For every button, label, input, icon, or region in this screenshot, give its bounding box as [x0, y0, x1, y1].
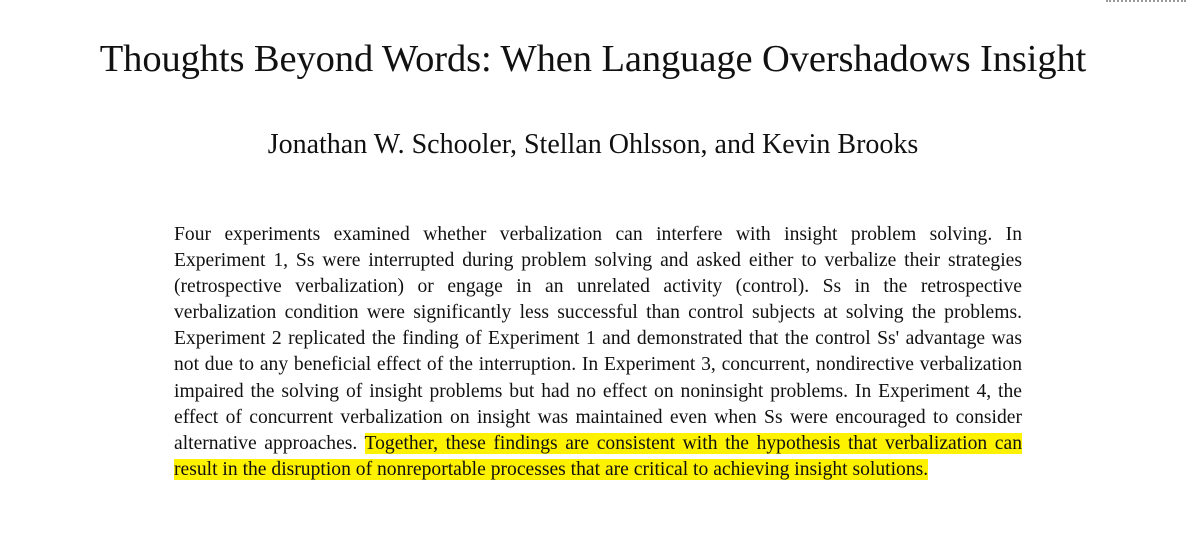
paper-title: Thoughts Beyond Words: When Language Overshadows Insight [99, 38, 1087, 80]
highlighted-abstract-text: Together, these findings are consistent with the hypothesis that verbalization can result in the disruption of nonreportable processes that are critical to achieving insight solutions. [174, 432, 1022, 480]
scan-edge-mark [1106, 0, 1186, 5]
abstract-text: Four experiments examined whether verbalization can interfere with insight problem solving. In Experiment 1, Ss were interrupted during problem solving and asked either to verbalize their strategies (retrospective verbalization) or engage in an unrelated activity (control). Ss in the retrospective verbalization condition were significantly less successful than control subjects at solving the problems. Experiment 2 replicated the finding of Experiment 1 and demonstrated that the control Ss' advantage was not due to any beneficial effect of the interruption. In Experiment 3, concurrent, nondirective verbalization impaired the solving of insight problems but had no effect on noninsight problems. In Experiment 4, the effect of concurrent verbalization on insight was maintained even when Ss were encouraged to consider alternative approaches. [174, 224, 1022, 454]
abstract [174, 222, 1022, 483]
author-list: Jonathan W. Schooler, Stellan Ohlsson, and Kevin Brooks [267, 129, 919, 160]
